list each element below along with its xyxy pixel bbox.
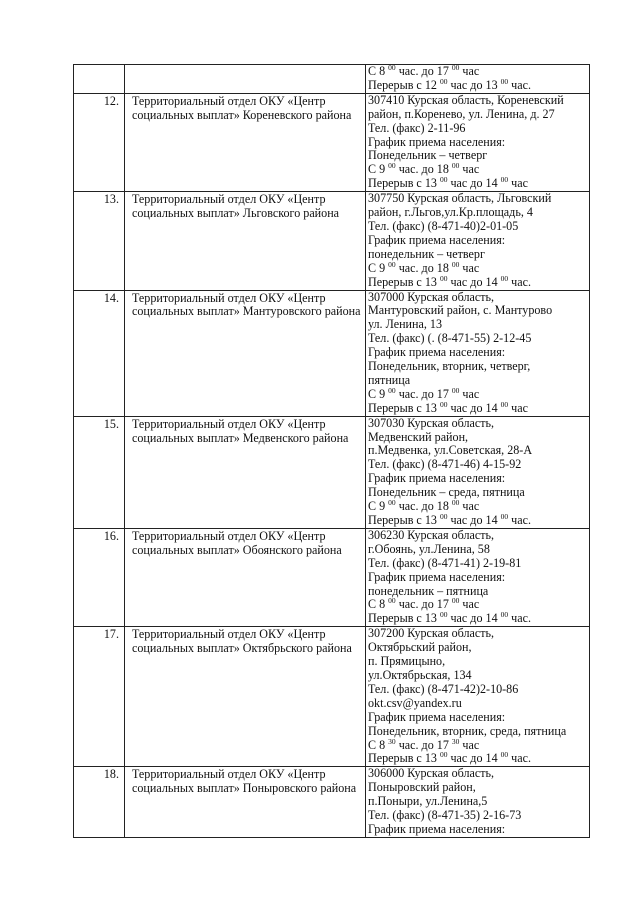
line-text: час до 14 xyxy=(447,176,501,191)
line-text: Поныровский район, xyxy=(368,780,476,795)
line-text: час xyxy=(459,386,480,401)
contact-line xyxy=(368,627,589,641)
time-minutes: 00 xyxy=(388,161,396,171)
line-text: час до 14 xyxy=(447,274,501,289)
office-name: Территориальный отдел ОКУ «Центр социальных выплат» Обоянского района xyxy=(125,528,366,626)
contact-line xyxy=(368,192,589,206)
line-text: час xyxy=(459,499,480,514)
line-text: час xyxy=(459,737,480,752)
line-text: Мантуровский район, с. Мантурово xyxy=(368,303,553,318)
line-text: С 9 xyxy=(368,162,389,177)
contact-line xyxy=(368,291,589,305)
line-text: Тел. (факс) 2-11-96 xyxy=(368,120,466,135)
contact-line xyxy=(368,641,589,655)
contact-line xyxy=(368,417,589,431)
line-text: С 9 xyxy=(368,499,389,514)
line-text: район, г.Льгов,ул.Кр.площадь, 4 xyxy=(368,205,533,220)
line-text: п. Прямицыно, xyxy=(368,654,446,669)
row-number: 13. xyxy=(103,192,119,207)
row-number-cell xyxy=(74,290,125,416)
office-name: Территориальный отдел ОКУ «Центр социальных выплат» Льговского района xyxy=(125,192,366,290)
line-text: Понедельник – среда, пятница xyxy=(368,485,525,500)
row-number: 17. xyxy=(103,627,119,642)
line-text: С 9 xyxy=(368,260,389,275)
contact-line xyxy=(368,206,589,220)
line-text: час xyxy=(459,260,480,275)
line-text: час. xyxy=(508,77,532,92)
contact-line xyxy=(368,431,589,445)
contact-line xyxy=(368,767,589,781)
row-number-cell xyxy=(74,416,125,528)
line-text: час. xyxy=(508,274,532,289)
time-minutes: 00 xyxy=(388,259,396,269)
row-number: 14. xyxy=(103,290,119,305)
time-minutes: 00 xyxy=(500,273,509,283)
row-number-cell xyxy=(74,65,125,94)
line-text: час до 14 xyxy=(447,400,501,415)
line-text: Тел. (факс) (8-471-35) 2-16-73 xyxy=(368,808,522,823)
office-name xyxy=(125,65,366,94)
line-text: Понедельник, вторник, среда, пятница xyxy=(368,723,567,738)
line-text: час. до 18 xyxy=(395,260,452,275)
line-text: Тел. (факс) (8-471-42)2-10-86 xyxy=(368,681,519,696)
contact-line xyxy=(368,514,589,528)
line-text: ул. Ленина, 13 xyxy=(368,317,443,332)
row-number: 15. xyxy=(103,416,119,431)
contact-line xyxy=(368,273,589,290)
line-text: час. до 17 xyxy=(395,64,452,78)
line-text: пятница xyxy=(368,372,411,387)
contact-line xyxy=(368,571,589,585)
office-name: Территориальный отдел ОКУ «Центр социальных выплат» Октябрьского района xyxy=(125,627,366,767)
line-text: час до 14 xyxy=(447,513,501,527)
line-text: понедельник – четверг xyxy=(368,246,485,261)
row-number-cell xyxy=(74,627,125,767)
line-text: Октябрьский район, xyxy=(368,640,472,655)
line-text: Понедельник – четверг xyxy=(368,148,488,163)
office-name: Территориальный отдел ОКУ «Центр социальных выплат» Поныровского района xyxy=(125,767,366,838)
line-text: Перерыв с 13 xyxy=(368,274,440,289)
row-number: 16. xyxy=(103,528,119,543)
line-text: Тел. (факс) (. (8-471-55) 2-12-45 xyxy=(368,331,532,346)
line-text: Медвенский район, xyxy=(368,429,469,444)
contact-line xyxy=(368,108,589,122)
line-text: График приема населения: xyxy=(368,232,506,247)
contact-line xyxy=(368,725,589,739)
line-text: График приема населения: xyxy=(368,134,506,149)
contact-line xyxy=(368,444,589,458)
row-number: 12. xyxy=(103,93,119,108)
contact-line xyxy=(368,374,589,388)
contact-line xyxy=(368,529,589,543)
time-minutes: 00 xyxy=(388,498,396,508)
office-name: Территориальный отдел ОКУ «Центр социальных выплат» Кореневского района xyxy=(125,93,366,191)
contact-line xyxy=(368,697,589,711)
table-row xyxy=(74,627,590,767)
line-text: 306000 Курская область, xyxy=(368,766,495,781)
line-text: Тел. (факс) (8-471-41) 2-19-81 xyxy=(368,555,522,570)
office-name: Территориальный отдел ОКУ «Центр социальных выплат» Медвенского района xyxy=(125,416,366,528)
time-minutes: 30 xyxy=(388,736,396,746)
line-text: График приема населения: xyxy=(368,471,506,486)
contact-line xyxy=(368,220,589,234)
line-text: час. до 18 xyxy=(395,499,452,514)
office-contacts xyxy=(366,65,590,94)
row-number-cell xyxy=(74,767,125,838)
offices-table xyxy=(73,64,590,838)
line-text: График приема населения: xyxy=(368,569,506,584)
row-number-cell xyxy=(74,528,125,626)
time-minutes: 30 xyxy=(451,736,460,746)
contact-line xyxy=(368,346,589,360)
line-text: час. до 18 xyxy=(395,162,452,177)
contact-line xyxy=(368,94,589,108)
contact-line xyxy=(368,486,589,500)
line-text: ул.Октябрьская, 134 xyxy=(368,667,472,682)
time-minutes: 00 xyxy=(500,175,509,185)
time-minutes: 00 xyxy=(439,399,448,409)
time-minutes: 00 xyxy=(439,76,448,86)
contact-line xyxy=(368,655,589,669)
line-text: График приема населения: xyxy=(368,345,506,360)
time-minutes: 00 xyxy=(500,76,509,86)
time-minutes: 00 xyxy=(500,512,509,521)
line-text: Тел. (факс) (8-471-46) 4-15-92 xyxy=(368,457,522,472)
contact-line xyxy=(368,795,589,809)
line-text: час до 14 xyxy=(447,751,501,766)
line-text: Перерыв с 12 xyxy=(368,77,440,92)
line-text: 307000 Курская область, xyxy=(368,289,495,304)
table-row xyxy=(74,65,590,94)
table-row xyxy=(74,192,590,290)
line-text: Перерыв с 13 xyxy=(368,513,440,527)
office-contacts xyxy=(366,93,590,191)
contact-line xyxy=(368,177,589,191)
contact-line xyxy=(368,823,589,837)
time-minutes: 00 xyxy=(500,399,509,409)
contact-line xyxy=(368,318,589,332)
line-text: час xyxy=(459,162,480,177)
contact-line xyxy=(368,304,589,318)
contact-line xyxy=(368,76,589,93)
line-text: п.Поныри, ул.Ленина,5 xyxy=(368,794,488,809)
contact-line xyxy=(368,612,589,626)
offices-table-body xyxy=(74,65,590,838)
line-text: час xyxy=(459,597,480,612)
office-name: Территориальный отдел ОКУ «Центр социальных выплат» Мантуровского района xyxy=(125,290,366,416)
office-contacts xyxy=(366,767,590,838)
contact-line xyxy=(368,234,589,248)
time-minutes: 00 xyxy=(439,175,448,185)
contact-line xyxy=(368,259,589,276)
line-text: 307750 Курская область, Льговский xyxy=(368,191,552,206)
contact-line xyxy=(368,332,589,346)
time-minutes: 00 xyxy=(451,385,460,395)
contact-line xyxy=(368,752,589,766)
table-row xyxy=(74,93,590,191)
line-text: район, п.Коренево, ул. Ленина, д. 27 xyxy=(368,106,555,121)
contact-line xyxy=(368,711,589,725)
line-text: час xyxy=(459,64,480,78)
line-text: п.Медвенка, ул.Советская, 28-А xyxy=(368,443,533,458)
contact-line xyxy=(368,781,589,795)
contact-line xyxy=(368,458,589,472)
line-text: час. xyxy=(508,513,532,527)
line-text: Перерыв с 13 xyxy=(368,611,440,626)
time-minutes: 00 xyxy=(439,750,448,760)
contact-line xyxy=(368,136,589,150)
office-contacts xyxy=(366,416,590,528)
time-minutes: 00 xyxy=(500,610,509,620)
office-contacts xyxy=(366,528,590,626)
line-text: С 8 xyxy=(368,597,389,612)
line-text: okt.csv@yandex.ru xyxy=(368,695,462,710)
line-text: График приема населения: xyxy=(368,821,506,836)
time-minutes: 00 xyxy=(388,385,396,395)
time-minutes: 00 xyxy=(451,259,460,269)
office-contacts xyxy=(366,627,590,767)
time-minutes: 00 xyxy=(500,750,509,760)
table-row xyxy=(74,767,590,838)
contact-line xyxy=(368,248,589,262)
line-text: С 8 xyxy=(368,737,389,752)
line-text: час. до 17 xyxy=(395,597,452,612)
line-text: 306230 Курская область, xyxy=(368,527,495,542)
line-text: час xyxy=(508,400,528,415)
contact-line xyxy=(368,122,589,136)
line-text: Перерыв с 13 xyxy=(368,400,440,415)
contact-line xyxy=(368,360,589,374)
line-text: час. xyxy=(508,611,532,626)
contact-line xyxy=(368,399,589,416)
line-text: понедельник – пятница xyxy=(368,583,489,598)
time-minutes: 00 xyxy=(451,498,460,508)
time-minutes: 00 xyxy=(439,512,448,521)
contact-line xyxy=(368,472,589,486)
line-text: 307200 Курская область, xyxy=(368,626,495,641)
contact-line xyxy=(368,683,589,697)
line-text: г.Обоянь, ул.Ленина, 58 xyxy=(368,541,490,556)
line-text: С 9 xyxy=(368,386,389,401)
contact-line xyxy=(368,65,589,79)
line-text: С 8 xyxy=(368,64,389,78)
time-minutes: 00 xyxy=(388,63,396,72)
table-row xyxy=(74,416,590,528)
row-number: 18. xyxy=(103,767,119,782)
line-text: График приема населения: xyxy=(368,709,506,724)
table-row xyxy=(74,528,590,626)
line-text: Понедельник, вторник, четверг, xyxy=(368,359,531,374)
line-text: Тел. (факс) (8-471-40)2-01-05 xyxy=(368,218,519,233)
contact-line xyxy=(368,557,589,571)
contact-line xyxy=(368,809,589,823)
office-contacts xyxy=(366,192,590,290)
time-minutes: 00 xyxy=(451,63,460,72)
contact-line xyxy=(368,543,589,557)
line-text: час xyxy=(508,176,528,191)
line-text: 307410 Курская область, Кореневский xyxy=(368,92,564,107)
office-contacts xyxy=(366,290,590,416)
contact-line xyxy=(368,500,589,514)
contact-line xyxy=(368,385,589,402)
time-minutes: 00 xyxy=(439,610,448,620)
time-minutes: 00 xyxy=(451,161,460,171)
time-minutes: 00 xyxy=(388,596,396,606)
line-text: 307030 Курская область, xyxy=(368,415,495,430)
line-text: час. xyxy=(508,751,532,766)
row-number-cell xyxy=(74,93,125,191)
time-minutes: 00 xyxy=(451,596,460,606)
line-text: час. до 17 xyxy=(395,386,452,401)
line-text: Перерыв с 13 xyxy=(368,176,440,191)
contact-line xyxy=(368,669,589,683)
line-text: час до 13 xyxy=(447,77,501,92)
line-text: час до 14 xyxy=(447,611,501,626)
time-minutes: 00 xyxy=(439,273,448,283)
line-text: Перерыв с 13 xyxy=(368,751,440,766)
table-row xyxy=(74,290,590,416)
line-text: час. до 17 xyxy=(395,737,452,752)
row-number-cell xyxy=(74,192,125,290)
